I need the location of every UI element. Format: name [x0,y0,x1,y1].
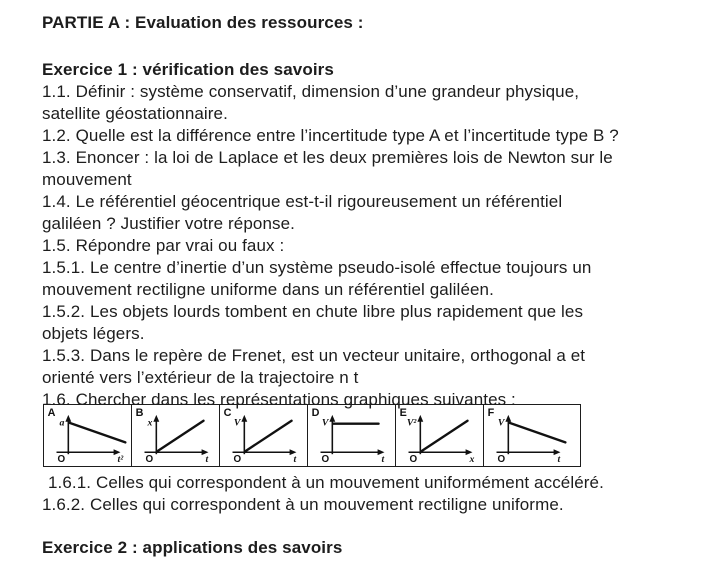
question-line: satellite géostationnaire. [42,104,228,123]
x-axis-label: t [557,454,561,466]
question-line: galiléen ? Justifier votre réponse. [42,214,295,233]
question-line: 1.5.1. Le centre d’inertie d’un système pseudo-isolé effectue toujours un [42,258,592,277]
x-axis-label: t [205,454,209,466]
data-line [69,423,125,443]
question-line: mouvement rectiligne uniforme dans un référentiel galiléen. [42,280,494,299]
origin-label: O [497,454,506,466]
origin-label: O [57,454,66,466]
y-axis-label: V² [406,417,417,429]
origin-label: O [321,454,330,466]
data-line [157,421,203,452]
y-axis-arrow-icon [329,415,335,422]
y-axis-label: x [147,417,153,429]
y-axis-label: a [59,417,65,429]
question-line: 1.6. Chercher dans les représentations graphiques suivantes : [42,390,516,409]
exercise1-followups [42,472,692,516]
y-axis-label: V [497,417,505,429]
graph-letter: C [223,406,232,419]
blank-line [42,516,692,537]
graph-cell-E [396,405,484,466]
graph-letter: A [47,406,56,419]
origin-label: O [409,454,418,466]
question-line: objets légers. [42,324,145,343]
graph-cell-C [220,405,308,466]
graph-plot-A [44,405,132,466]
graph-letter: B [135,406,144,419]
y-axis-label: V [321,417,329,429]
question-line: 1.3. Enoncer : la loi de Laplace et les deux premières lois de Newton sur le [42,148,613,167]
graph-plot-F [484,405,572,466]
graph-plot-D [308,405,396,466]
data-line [509,423,565,443]
origin-label: O [233,454,242,466]
graph-plot-E [396,405,484,466]
question-line: 1.6.2. Celles qui correspondent à un mouvement rectiligne uniforme. [42,495,564,514]
exercise2-title: Exercice 2 : applications des savoirs [42,538,343,557]
part-a-heading: PARTIE A : Evaluation des ressources : [42,13,364,32]
graph-cell-B [132,405,220,466]
question-line: 1.5.3. Dans le repère de Frenet, est un vecteur unitaire, orthogonal a et [42,346,586,365]
exercise1-title: Exercice 1 : vérification des savoirs [42,60,334,79]
question-line: mouvement [42,170,132,189]
question-line: 1.4. Le référentiel géocentrique est-t-il rigoureusement un référentiel [42,192,563,211]
y-axis-arrow-icon [65,415,71,422]
y-axis-arrow-icon [241,415,247,422]
question-line: 1.5.2. Les objets lourds tombent en chute libre plus rapidement que les [42,302,584,321]
graph-letter: D [311,406,320,419]
graph-cell-D [308,405,396,466]
y-axis-arrow-icon [505,415,511,422]
graph-strip [43,404,581,467]
blank-line [42,34,692,59]
exercise1-questions [42,81,692,411]
graph-cell-F [484,405,572,466]
x-axis-label: x [469,454,475,466]
graph-cell-A [44,405,132,466]
x-axis-label: t [381,454,385,466]
y-axis-label: V [233,417,241,429]
y-axis-arrow-icon [417,415,423,422]
graph-letter: E [399,406,407,419]
question-line: 1.2. Quelle est la différence entre l’incertitude type A et l’incertitude type B ? [42,126,619,145]
graph-letter: F [487,406,495,419]
x-axis-label: t [293,454,297,466]
graph-plot-C [220,405,308,466]
data-line [421,421,467,452]
origin-label: O [145,454,154,466]
x-axis-label: t² [117,454,124,466]
question-line: 1.5. Répondre par vrai ou faux : [42,236,285,255]
data-line [245,421,291,452]
question-line: 1.6.1. Celles qui correspondent à un mouvement uniformément accéléré. [48,473,604,492]
question-line: 1.1. Définir : système conservatif, dimension d’une grandeur physique, [42,82,580,101]
graph-plot-B [132,405,220,466]
y-axis-arrow-icon [153,415,159,422]
question-line: orienté vers l’extérieur de la trajectoire n t [42,368,359,387]
